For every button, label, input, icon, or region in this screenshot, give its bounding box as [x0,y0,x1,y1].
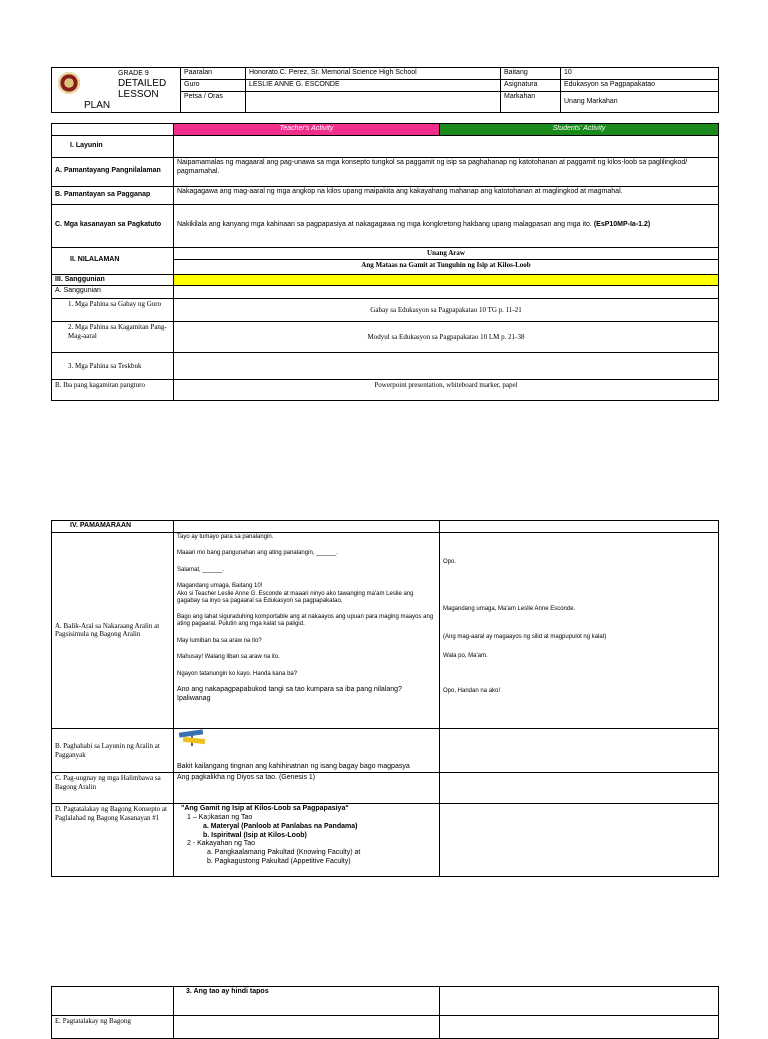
outline-item: 2 - Kakayahan ng Tao [187,840,255,848]
blank-cell [440,1016,719,1039]
nilalaman-label: II. NILALAMAN [52,247,174,274]
blank-cell [440,728,719,773]
pag-uugnay-label: C. Pag-uugnay ng mga Halimbawa sa Bagong Aralin [52,773,174,804]
kasanayan-description: Nakikilala ang kanyang mga kahinaan sa pagpapasiya at nakagagawa ng mga kongkretong hakbang upang malagpasan ang mga ito. [177,221,592,229]
guro-value: LESLIE ANNE G. ESCONDE [246,80,501,92]
pamantayang-pangnilalaman-text: Naipamamalas ng magaaral ang pag-unawa sa mga konsepto tungkol sa paggamit ng isip sa paghahanap ng katotohanan at paggamit ng kilos-loob sa paglilingkod/ pagmamahal. [174,157,719,186]
blank-cell [440,804,719,877]
blank-cell [440,773,719,804]
blank-cell [52,987,174,1016]
header-logo-cell [52,68,181,113]
dialogue-line: Ano ang nakapagpapabukod tangi sa tao kumpara sa iba pang nilalang? Ipaliwanag [177,686,402,702]
paghahabi-text: Bakit kailangang tingnan ang kahihinatnan ng isang bagay bago magpasya [177,762,410,770]
teacher-dialogue [174,532,440,728]
sanggunian-highlight [174,274,719,286]
dialogue-line: Maaari mo bang pangunahan ang ating panalangin, ______. [177,550,338,557]
outline-subitem: b. Pagkagustong Pakultad (Appetitive Faculty) [207,857,351,865]
petsa-label: Petsa / Oras [181,92,246,113]
dialogue-line: Salamat, ______. [177,566,225,573]
outline-item: 3. Ang tao ay hindi tapos [174,987,440,1016]
blank-cell [440,521,719,533]
paaralan-value: Honorato C. Perez, Sr. Memorial Science High School [246,68,501,80]
pamantayang-pangnilalaman-label: A. Pamantayang Pangnilalaman [52,157,174,186]
dialogue-line: Opo, Handan na ako! [443,687,501,694]
procedure-continuation-table [51,986,719,1039]
sanggunian-content [174,286,719,299]
signpost-board-lower [183,737,205,744]
student-dialogue [440,532,719,728]
school-logo-icon [58,72,80,94]
pamantayan-pagganap-label: B. Pamantayan sa Pagganap [52,186,174,204]
baitang-label: Baitang [501,68,561,80]
dialogue-line: Magandang umaga, Baitang 10! Ako si Teacher Leslie Anne G. Esconde at maaari ninyo ako tawanging ma'am Leslie ang gagabay sa inyo sa pagaaral sa Edukasyon sa pagpapakatao. [177,583,414,605]
teksbuk-text [174,353,719,380]
kagamitan-text: Modyul sa Edukasyon sa Pagpapakatao 10 LM p. 21-38 [174,322,719,353]
pagtatalakay-title: "Ang Gamit ng Isip at Kilos-Loob sa Pagpapasiya" [181,805,349,813]
objectives-table [51,123,719,401]
layunin-label: I. Layunin [52,135,174,157]
sanggunian-label: A. Sanggunian [52,286,174,299]
pamantayan-pagganap-text: Nakagagawa ang mag-aaral ng mga angkop na kilos upang maipakita ang kakayahang mahanap ang katotohanan at maglingkod at magmahal. [174,186,719,204]
iba-pang-kagamitan-text: Powerpoint presentation, whiteboard marker, papel [174,380,719,401]
markahan-value: Unang Markahan [561,92,719,113]
paghahabi-label: B. Paghahabi sa Layunin ng Aralin at Pagganyak [52,728,174,773]
sanggunian-header: III. Sanggunian [52,274,174,286]
outline-subitem: a. Materyal (Panloob at Panlabas na Pandama) [203,822,358,830]
procedure-table [51,520,719,877]
dialogue-line: Tayo ay tumayo para sa panalangin. [177,533,274,540]
paaralan-label: Paaralan [181,68,246,80]
teksbuk-label: 3. Mga Pahina sa Teskbuk [52,353,174,380]
asignatura-value: Edukasyon sa Pagpapakatao [561,80,719,92]
pagtatalakay-2-label: E. Pagtatalakay ng Bagong [52,1016,174,1039]
dialogue-line: (Ang mag-aaral ay magaayos ng silid at magpupulot ng kalat) [443,633,607,640]
lesson-topic: Ang Mataas na Gamit at Tunguhin ng Isip at Kilos-Loob [174,259,719,274]
teacher-activity-header: Teacher's Activity [174,124,440,136]
kasanayan-code: (EsP10MP-Ia-1.2) [593,221,651,229]
guro-label: Guro [181,80,246,92]
plan-title: PLAN [84,100,111,111]
dialogue-line: Mahusay! Walang liban sa araw na ito. [177,654,280,661]
outline-subitem: a. Pangkaalamang Pakultad (Knowing Faculty) at [207,849,361,856]
balik-aral-label: A. Balik-Aral sa Nakaraang Aralin at Pagsisimula ng Bagong Aralin [52,532,174,728]
iba-pang-kagamitan-label: B. Iba pang kagamitan pangturo [52,380,174,401]
lesson-plan-header [51,67,719,113]
pamamaraan-header: IV. PAMAMARAAN [52,521,174,533]
pagtatalakay-label: D. Pagtatalakay ng Bagong Konsepto at Paglalahad ng Bagong Kasanayan #1 [52,804,174,877]
kasanayan-label: C. Mga kasanayan sa Pagkatuto [52,204,174,247]
pagtatalakay-content [174,804,440,877]
dialogue-line: Ngayon tatanungin ko kayo. Handa kana ba? [177,670,298,677]
kagamitan-label: 2. Mga Pahina sa Kagamitan Pang-Mag-aaral [52,322,174,353]
blank-cell [174,521,440,533]
outline-subitem: b. Ispiritwal (Isip at Kilos-Loob) [203,831,307,839]
pag-uugnay-text: Ang pagkalikha ng Diyos sa tao. (Genesis 1) [174,773,440,804]
blank-cell [52,124,174,136]
grade-title: GRADE 9 [118,70,149,77]
paghahabi-content [174,728,440,773]
dialogue-line: Magandang umaga, Ma'am Leslie Anne Esconde. [443,605,576,612]
dialogue-line: May lumiban ba sa araw na ito? [177,637,262,644]
kasanayan-text [174,204,719,247]
asignatura-label: Asignatura [501,80,561,92]
dialogue-line: Bago ang lahat siguraduhing komportable ang at nakaayos ang upuan para maging maayos ang ating pagaaral. Pulutin ang mga kalat sa paligid. [177,613,434,628]
gabay-label: 1. Mga Pahina sa Gabay ng Guro [52,299,174,322]
blank-cell [174,1016,440,1039]
petsa-value [246,92,501,113]
students-activity-header: Students' Activity [440,124,719,136]
detailed-title: DETAILED [118,78,167,89]
signpost-icon [177,730,207,746]
blank-cell [440,987,719,1016]
dialogue-line: Wala po, Ma'am. [443,652,488,659]
baitang-value: 10 [561,68,719,80]
lesson-title: LESSON [118,89,159,100]
gabay-text: Gabay sa Edukasyon sa Pagpapakatao 10 TG p. 11-21 [174,299,719,322]
dialogue-line: Opo. [443,558,457,565]
unang-araw: Unang Araw [174,247,719,259]
outline-item: 1 – Ka;ikasan ng Tao [187,814,253,821]
markahan-label: Markahan [501,92,561,113]
layunin-content [174,135,719,157]
